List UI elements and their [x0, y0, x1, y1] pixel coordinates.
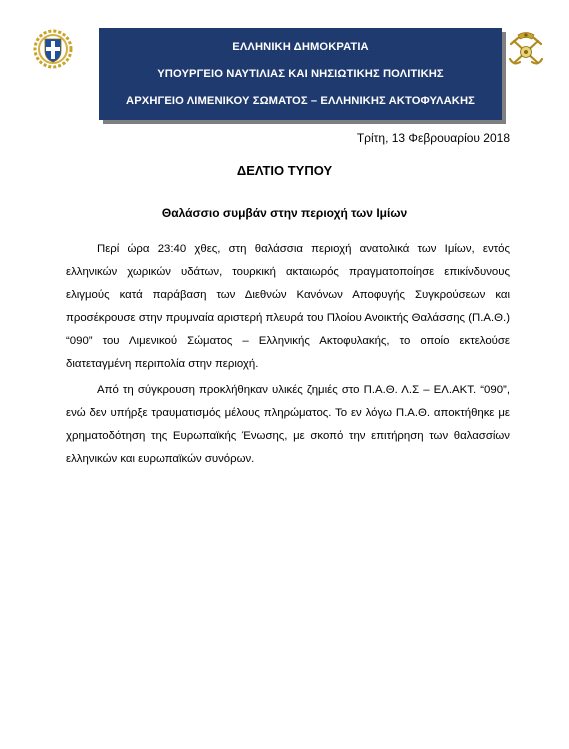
document-subtitle: Θαλάσσιο συμβάν στην περιοχή των Ιμίων: [161, 206, 408, 220]
release-date: Τρίτη, 13 Φεβρουαρίου 2018: [356, 131, 510, 145]
body-paragraph-1: Περί ώρα 23:40 χθες, στη θαλάσσια περιοχή ανατολικά των Ιμίων, εντός ελληνικών χωρικών υδάτων, τουρκική ακταιωρός πραγματοποίησε επικίνδυνους ελιγμούς κατά παράβαση των Διεθνών Κανόνων Αποφυγής Συγκρούσεων και προσέκρουσε στην πρυμναία αριστερή πλευρά του Πλοίου Ανοικτής Θαλάσσης (Π.Α.Θ.) “090” του Λιμενικού Σώματος – Ελληνικής Ακτοφυλακής, το οποίο εκτελούσε διατεταγμένη περιπολία στην περιοχή.: [66, 243, 510, 370]
document-title: ΔΕΛΤΙΟ ΤΥΠΟΥ: [236, 163, 333, 178]
header-ministry: ΥΠΟΥΡΓΕΙΟ ΝΑΥΤΙΛΙΑΣ ΚΑΙ ΝΗΣΙΩΤΙΚΗΣ ΠΟΛΙΤΙΚΗΣ: [157, 67, 444, 80]
header-banner: [99, 28, 502, 120]
header-country: ΕΛΛΗΝΙΚΗ ΔΗΜΟΚΡΑΤΙΑ: [232, 41, 369, 54]
body-paragraph-2: Από τη σύγκρουση προκλήθηκαν υλικές ζημιές στο Π.Α.Θ. Λ.Σ – ΕΛ.ΑΚΤ. “090”, ενώ δεν υπήρξε τραυματισμός μέλους πληρώματος. Το εν λόγω Π.Α.Θ. αποκτήθηκε με χρηματοδότηση της Ευρωπαϊκής Ένωσης, με σκοπό την επιτήρηση των θαλασσίων ελληνικών και ευρωπαϊκών συνόρων.: [66, 384, 510, 465]
coast-guard-anchor-emblem-icon: [505, 29, 547, 69]
greek-coat-of-arms-icon: [33, 29, 73, 69]
header-coast-guard: ΑΡΧΗΓΕΙΟ ΛΙΜΕΝΙΚΟΥ ΣΩΜΑΤΟΣ – ΕΛΛΗΝΙΚΗΣ ΑΚΤΟΦΥΛΑΚΗΣ: [126, 94, 475, 107]
